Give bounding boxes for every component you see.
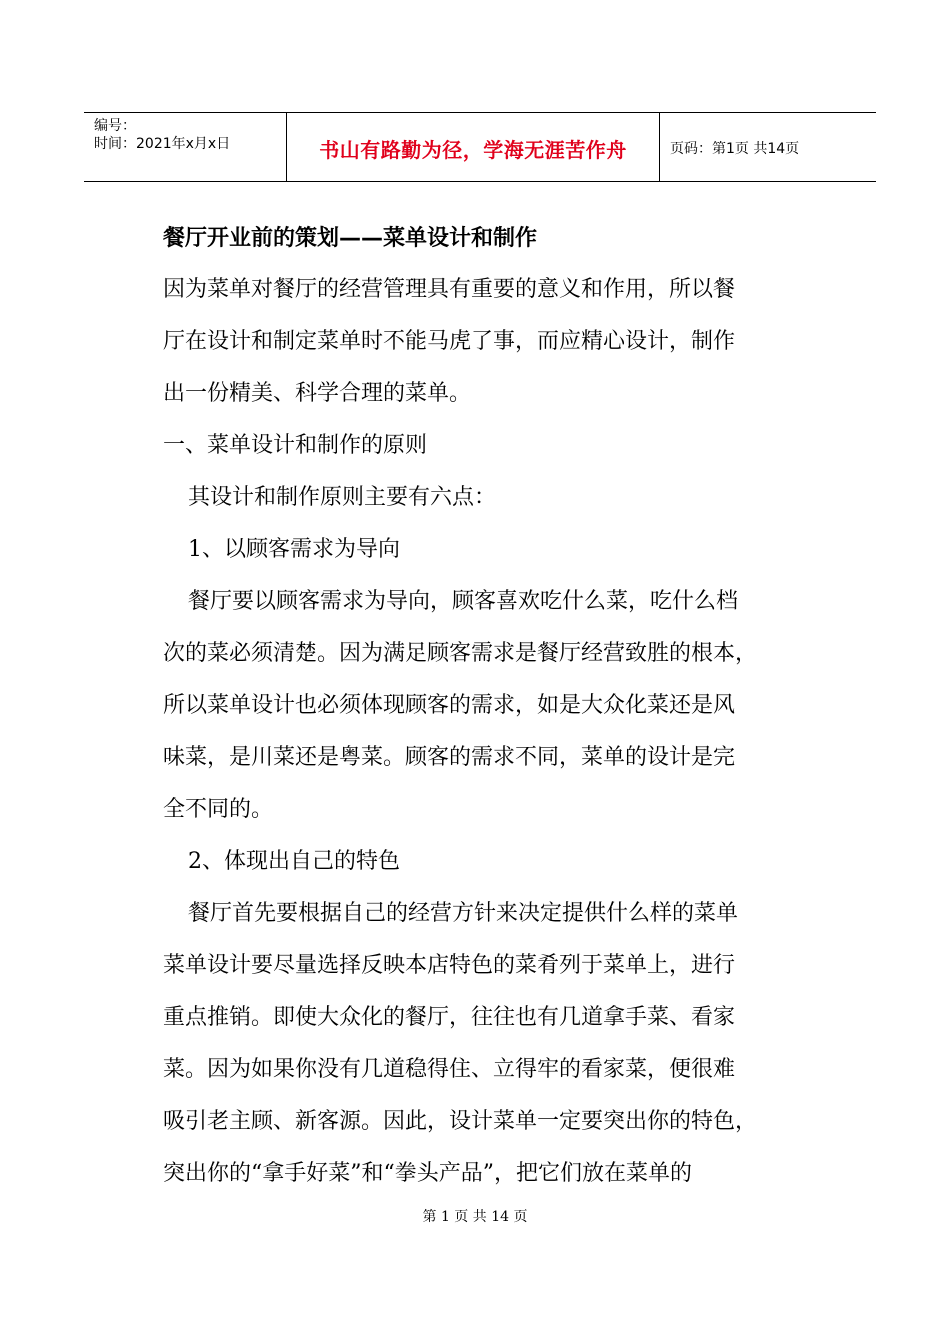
body-text-line: 突出你的“拿手好菜”和“拳头产品”，把它们放在菜单的 [163, 1161, 692, 1186]
header-page-cell [660, 113, 876, 181]
body-text-line: 菜。因为如果你没有几道稳得住、立得牢的看家菜，便很难 [163, 1057, 736, 1082]
body-text-line: 吸引老主顾、新客源。因此，设计菜单一定要突出你的特色， [163, 1109, 758, 1134]
body-text-line: 一、菜单设计和制作的原则 [163, 433, 428, 458]
header-slogan: 书山有路勤为径，学海无涯苦作舟 [319, 138, 627, 162]
body-text-line: 出一份精美、科学合理的菜单。 [163, 381, 472, 406]
document-title: 餐厅开业前的策划——菜单设计和制作 [163, 226, 538, 251]
body-text-line: 餐厅要以顾客需求为导向，顾客喜欢吃什么菜，吃什么档 [188, 589, 739, 614]
body-text-line: 菜单设计要尽量选择反映本店特色的菜肴列于菜单上，进行 [163, 953, 736, 978]
body-text-line: 2、体现出自己的特色 [188, 849, 400, 874]
body-text-line: 次的菜必须清楚。因为满足顾客需求是餐厅经营致胜的根本， [163, 641, 758, 666]
document-header [84, 112, 876, 182]
page-footer: 第 1 页 共 14 页 [422, 1209, 528, 1225]
body-text-line: 餐厅首先要根据自己的经营方针来决定提供什么样的菜单 [188, 901, 739, 926]
body-text-line: 所以菜单设计也必须体现顾客的需求，如是大众化菜还是风 [163, 693, 736, 718]
document-time-label: 时间：2021年x月x日 [94, 136, 231, 152]
body-text-line: 味菜，是川菜还是粤菜。顾客的需求不同，菜单的设计是完 [163, 745, 736, 770]
body-text-line: 厅在设计和制定菜单时不能马虎了事，而应精心设计，制作 [163, 329, 736, 354]
body-text-line: 全不同的。 [163, 797, 274, 822]
body-text-line: 1、以顾客需求为导向 [188, 537, 400, 562]
body-text-line: 重点推销。即使大众化的餐厅，往往也有几道拿手菜、看家 [163, 1005, 736, 1030]
document-body [163, 214, 803, 1200]
document-number-label: 编号： [94, 118, 136, 134]
header-slogan-cell [286, 113, 660, 181]
document-paragraphs [163, 264, 803, 1200]
header-page-info: 页码：第1页 共14页 [670, 141, 800, 157]
body-text-line: 其设计和制作原则主要有六点： [188, 485, 497, 510]
body-text-line: 因为菜单对餐厅的经营管理具有重要的意义和作用，所以餐 [163, 277, 736, 302]
header-meta-cell [84, 113, 286, 181]
